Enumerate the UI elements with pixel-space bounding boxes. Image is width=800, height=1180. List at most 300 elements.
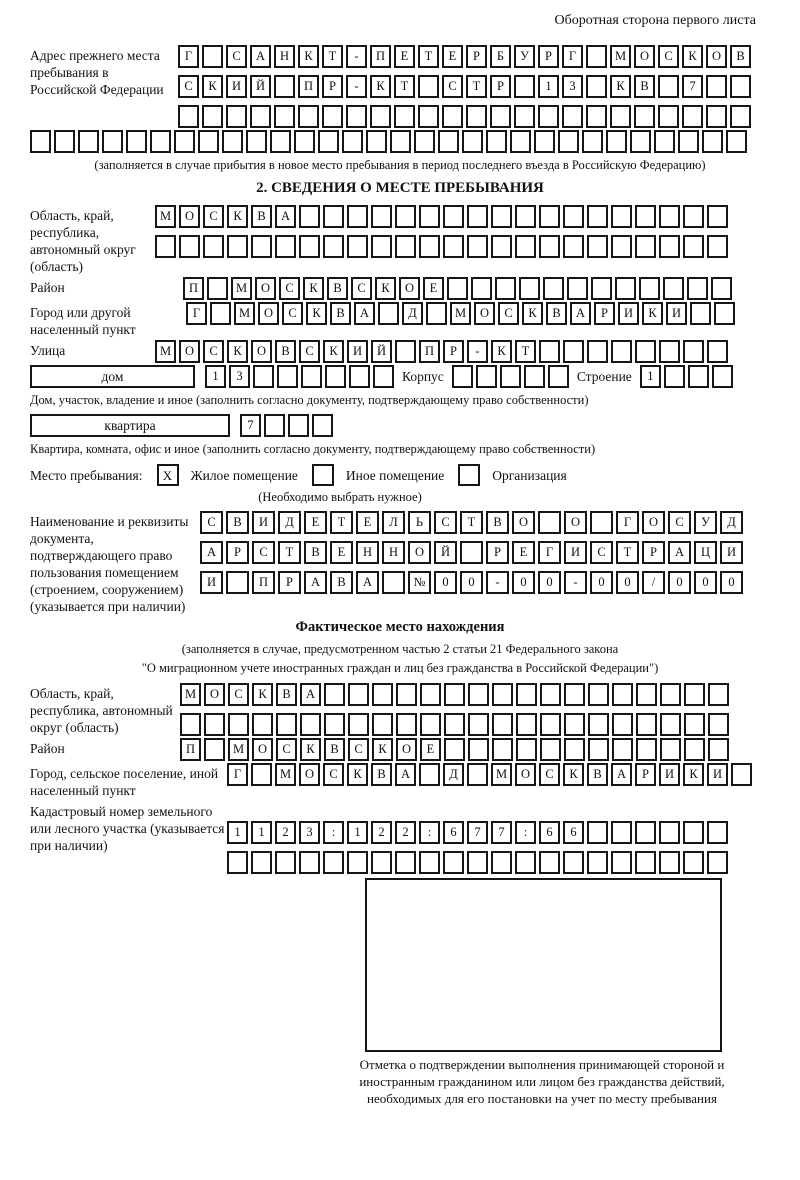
char-cell[interactable]: Д bbox=[278, 511, 301, 534]
char-cell[interactable] bbox=[467, 235, 488, 258]
char-cell[interactable] bbox=[395, 205, 416, 228]
char-cell[interactable] bbox=[323, 205, 344, 228]
char-cell[interactable] bbox=[299, 205, 320, 228]
char-cell[interactable]: К bbox=[522, 302, 543, 325]
char-cell[interactable] bbox=[468, 683, 489, 706]
char-cell[interactable] bbox=[443, 235, 464, 258]
char-cell[interactable] bbox=[54, 130, 75, 153]
char-cell[interactable]: 3 bbox=[562, 75, 583, 98]
char-cell[interactable] bbox=[636, 738, 657, 761]
char-cell[interactable]: И bbox=[659, 763, 680, 786]
char-cell[interactable] bbox=[539, 205, 560, 228]
char-cell[interactable]: - bbox=[564, 571, 587, 594]
char-cell[interactable]: С bbox=[668, 511, 691, 534]
char-cell[interactable]: Е bbox=[512, 541, 535, 564]
char-cell[interactable] bbox=[683, 205, 704, 228]
char-cell[interactable] bbox=[150, 130, 171, 153]
char-cell[interactable] bbox=[288, 414, 309, 437]
char-cell[interactable]: Т bbox=[394, 75, 415, 98]
char-cell[interactable] bbox=[690, 302, 711, 325]
char-cell[interactable]: Т bbox=[278, 541, 301, 564]
char-cell[interactable]: Е bbox=[394, 45, 415, 68]
char-cell[interactable] bbox=[660, 683, 681, 706]
char-cell[interactable] bbox=[252, 713, 273, 736]
char-cell[interactable]: К bbox=[323, 340, 344, 363]
char-cell[interactable]: Г bbox=[186, 302, 207, 325]
char-cell[interactable] bbox=[606, 130, 627, 153]
char-cell[interactable]: О bbox=[706, 45, 727, 68]
char-cell[interactable] bbox=[588, 683, 609, 706]
char-cell[interactable] bbox=[730, 105, 751, 128]
char-cell[interactable]: 0 bbox=[512, 571, 535, 594]
char-cell[interactable]: К bbox=[202, 75, 223, 98]
char-cell[interactable] bbox=[222, 130, 243, 153]
char-cell[interactable]: 1 bbox=[251, 821, 272, 844]
char-cell[interactable]: 6 bbox=[443, 821, 464, 844]
char-cell[interactable] bbox=[198, 130, 219, 153]
char-cell[interactable] bbox=[683, 235, 704, 258]
char-cell[interactable]: - bbox=[346, 45, 367, 68]
char-cell[interactable] bbox=[323, 235, 344, 258]
char-cell[interactable] bbox=[396, 683, 417, 706]
char-cell[interactable]: 0 bbox=[460, 571, 483, 594]
char-cell[interactable] bbox=[659, 340, 680, 363]
char-cell[interactable]: О bbox=[642, 511, 665, 534]
char-cell[interactable] bbox=[524, 365, 545, 388]
char-cell[interactable] bbox=[492, 683, 513, 706]
char-cell[interactable] bbox=[378, 302, 399, 325]
char-cell[interactable] bbox=[419, 235, 440, 258]
char-cell[interactable] bbox=[476, 365, 497, 388]
char-cell[interactable]: С bbox=[228, 683, 249, 706]
char-cell[interactable] bbox=[460, 541, 483, 564]
char-cell[interactable]: И bbox=[226, 75, 247, 98]
char-cell[interactable] bbox=[611, 205, 632, 228]
char-cell[interactable]: Й bbox=[250, 75, 271, 98]
char-cell[interactable] bbox=[515, 851, 536, 874]
char-cell[interactable]: С bbox=[279, 277, 300, 300]
char-cell[interactable] bbox=[370, 105, 391, 128]
char-cell[interactable]: В bbox=[634, 75, 655, 98]
char-cell[interactable]: С bbox=[252, 541, 275, 564]
char-cell[interactable]: Н bbox=[274, 45, 295, 68]
char-cell[interactable]: Р bbox=[226, 541, 249, 564]
char-cell[interactable] bbox=[372, 713, 393, 736]
char-cell[interactable] bbox=[658, 75, 679, 98]
char-cell[interactable]: О bbox=[474, 302, 495, 325]
char-cell[interactable]: К bbox=[683, 763, 704, 786]
char-cell[interactable] bbox=[612, 683, 633, 706]
char-cell[interactable] bbox=[325, 365, 346, 388]
char-cell[interactable]: 7 bbox=[240, 414, 261, 437]
char-cell[interactable]: Т bbox=[460, 511, 483, 534]
char-cell[interactable] bbox=[462, 130, 483, 153]
char-cell[interactable]: О bbox=[299, 763, 320, 786]
char-cell[interactable] bbox=[538, 511, 561, 534]
char-cell[interactable] bbox=[558, 130, 579, 153]
char-cell[interactable]: Г bbox=[562, 45, 583, 68]
char-cell[interactable]: С bbox=[498, 302, 519, 325]
char-cell[interactable] bbox=[611, 821, 632, 844]
char-cell[interactable] bbox=[539, 340, 560, 363]
char-cell[interactable]: М bbox=[234, 302, 255, 325]
char-cell[interactable]: 0 bbox=[694, 571, 717, 594]
char-cell[interactable]: П bbox=[370, 45, 391, 68]
char-cell[interactable] bbox=[253, 365, 274, 388]
char-cell[interactable] bbox=[491, 235, 512, 258]
char-cell[interactable] bbox=[382, 571, 405, 594]
char-cell[interactable] bbox=[414, 130, 435, 153]
char-cell[interactable]: К bbox=[298, 45, 319, 68]
char-cell[interactable]: В bbox=[251, 205, 272, 228]
char-cell[interactable] bbox=[495, 277, 516, 300]
char-cell[interactable] bbox=[730, 75, 751, 98]
char-cell[interactable] bbox=[539, 851, 560, 874]
char-cell[interactable]: С bbox=[658, 45, 679, 68]
char-cell[interactable] bbox=[659, 821, 680, 844]
char-cell[interactable] bbox=[442, 105, 463, 128]
char-cell[interactable] bbox=[510, 130, 531, 153]
char-cell[interactable]: Л bbox=[382, 511, 405, 534]
char-cell[interactable] bbox=[490, 105, 511, 128]
char-cell[interactable] bbox=[731, 763, 752, 786]
char-cell[interactable]: О bbox=[255, 277, 276, 300]
char-cell[interactable] bbox=[636, 683, 657, 706]
char-cell[interactable]: С bbox=[282, 302, 303, 325]
char-cell[interactable] bbox=[466, 105, 487, 128]
char-cell[interactable] bbox=[318, 130, 339, 153]
char-cell[interactable] bbox=[586, 75, 607, 98]
char-cell[interactable] bbox=[659, 851, 680, 874]
char-cell[interactable] bbox=[78, 130, 99, 153]
char-cell[interactable]: 2 bbox=[275, 821, 296, 844]
char-cell[interactable]: М bbox=[231, 277, 252, 300]
char-cell[interactable] bbox=[277, 365, 298, 388]
char-cell[interactable]: А bbox=[200, 541, 223, 564]
char-cell[interactable] bbox=[634, 105, 655, 128]
char-cell[interactable]: Т bbox=[466, 75, 487, 98]
char-cell[interactable] bbox=[707, 340, 728, 363]
char-cell[interactable]: К bbox=[347, 763, 368, 786]
char-cell[interactable]: В bbox=[275, 340, 296, 363]
char-cell[interactable]: 1 bbox=[640, 365, 661, 388]
char-cell[interactable] bbox=[639, 277, 660, 300]
char-cell[interactable]: В bbox=[304, 541, 327, 564]
char-cell[interactable] bbox=[683, 340, 704, 363]
char-cell[interactable]: 1 bbox=[538, 75, 559, 98]
char-cell[interactable] bbox=[587, 340, 608, 363]
char-cell[interactable]: Р bbox=[466, 45, 487, 68]
char-cell[interactable] bbox=[636, 713, 657, 736]
char-cell[interactable] bbox=[347, 851, 368, 874]
char-cell[interactable] bbox=[419, 763, 440, 786]
char-cell[interactable] bbox=[587, 821, 608, 844]
char-cell[interactable]: К bbox=[300, 738, 321, 761]
char-cell[interactable] bbox=[534, 130, 555, 153]
char-cell[interactable]: П bbox=[183, 277, 204, 300]
char-cell[interactable] bbox=[467, 205, 488, 228]
char-cell[interactable] bbox=[582, 130, 603, 153]
char-cell[interactable] bbox=[635, 205, 656, 228]
char-cell[interactable] bbox=[418, 105, 439, 128]
char-cell[interactable]: А bbox=[356, 571, 379, 594]
char-cell[interactable] bbox=[251, 851, 272, 874]
char-cell[interactable] bbox=[324, 713, 345, 736]
char-cell[interactable] bbox=[492, 738, 513, 761]
char-cell[interactable] bbox=[516, 738, 537, 761]
char-cell[interactable] bbox=[274, 105, 295, 128]
char-cell[interactable]: 7 bbox=[467, 821, 488, 844]
char-cell[interactable]: К bbox=[642, 302, 663, 325]
char-cell[interactable]: Й bbox=[434, 541, 457, 564]
char-cell[interactable] bbox=[347, 205, 368, 228]
char-cell[interactable] bbox=[179, 235, 200, 258]
char-cell[interactable] bbox=[588, 738, 609, 761]
char-cell[interactable]: И bbox=[720, 541, 743, 564]
char-cell[interactable]: 6 bbox=[563, 821, 584, 844]
char-cell[interactable] bbox=[210, 302, 231, 325]
char-cell[interactable] bbox=[563, 851, 584, 874]
char-cell[interactable]: Б bbox=[490, 45, 511, 68]
char-cell[interactable]: В bbox=[330, 571, 353, 594]
char-cell[interactable] bbox=[299, 851, 320, 874]
char-cell[interactable] bbox=[540, 713, 561, 736]
char-cell[interactable]: 0 bbox=[720, 571, 743, 594]
char-cell[interactable]: О bbox=[179, 340, 200, 363]
char-cell[interactable]: 7 bbox=[682, 75, 703, 98]
char-cell[interactable] bbox=[126, 130, 147, 153]
char-cell[interactable]: С bbox=[434, 511, 457, 534]
char-cell[interactable]: Г bbox=[227, 763, 248, 786]
char-cell[interactable]: О bbox=[634, 45, 655, 68]
char-cell[interactable]: Е bbox=[442, 45, 463, 68]
char-cell[interactable] bbox=[564, 683, 585, 706]
char-cell[interactable] bbox=[687, 277, 708, 300]
char-cell[interactable] bbox=[519, 277, 540, 300]
char-cell[interactable] bbox=[711, 277, 732, 300]
char-cell[interactable] bbox=[682, 105, 703, 128]
char-cell[interactable]: О bbox=[252, 738, 273, 761]
char-cell[interactable]: № bbox=[408, 571, 431, 594]
char-cell[interactable]: К bbox=[306, 302, 327, 325]
char-cell[interactable]: Г bbox=[538, 541, 561, 564]
char-cell[interactable] bbox=[471, 277, 492, 300]
char-cell[interactable]: К bbox=[227, 340, 248, 363]
char-cell[interactable]: М bbox=[155, 205, 176, 228]
char-cell[interactable] bbox=[562, 105, 583, 128]
char-cell[interactable] bbox=[426, 302, 447, 325]
char-cell[interactable] bbox=[587, 851, 608, 874]
char-cell[interactable] bbox=[178, 105, 199, 128]
char-cell[interactable]: А bbox=[300, 683, 321, 706]
char-cell[interactable]: К bbox=[610, 75, 631, 98]
char-cell[interactable]: : bbox=[419, 821, 440, 844]
char-cell[interactable] bbox=[684, 713, 705, 736]
char-cell[interactable]: К bbox=[303, 277, 324, 300]
char-cell[interactable] bbox=[540, 738, 561, 761]
char-cell[interactable]: 0 bbox=[616, 571, 639, 594]
char-cell[interactable] bbox=[444, 683, 465, 706]
char-cell[interactable]: 1 bbox=[205, 365, 226, 388]
char-cell[interactable]: 0 bbox=[590, 571, 613, 594]
char-cell[interactable]: И bbox=[564, 541, 587, 564]
char-cell[interactable] bbox=[251, 763, 272, 786]
char-cell[interactable]: О bbox=[564, 511, 587, 534]
char-cell[interactable]: К bbox=[491, 340, 512, 363]
char-cell[interactable] bbox=[276, 713, 297, 736]
char-cell[interactable]: / bbox=[642, 571, 665, 594]
char-cell[interactable] bbox=[708, 738, 729, 761]
char-cell[interactable]: В bbox=[546, 302, 567, 325]
char-cell[interactable] bbox=[540, 683, 561, 706]
char-cell[interactable]: О bbox=[396, 738, 417, 761]
char-cell[interactable] bbox=[708, 713, 729, 736]
char-cell[interactable] bbox=[444, 713, 465, 736]
char-cell[interactable] bbox=[371, 205, 392, 228]
char-cell[interactable] bbox=[486, 130, 507, 153]
char-cell[interactable] bbox=[564, 713, 585, 736]
char-cell[interactable]: А bbox=[250, 45, 271, 68]
char-cell[interactable] bbox=[226, 571, 249, 594]
char-cell[interactable] bbox=[349, 365, 370, 388]
char-cell[interactable]: С bbox=[203, 205, 224, 228]
char-cell[interactable] bbox=[444, 738, 465, 761]
char-cell[interactable] bbox=[300, 713, 321, 736]
char-cell[interactable] bbox=[394, 105, 415, 128]
char-cell[interactable]: В bbox=[226, 511, 249, 534]
char-cell[interactable]: 1 bbox=[347, 821, 368, 844]
char-cell[interactable] bbox=[395, 340, 416, 363]
char-cell[interactable] bbox=[322, 105, 343, 128]
char-cell[interactable] bbox=[227, 235, 248, 258]
char-cell[interactable] bbox=[443, 851, 464, 874]
char-cell[interactable]: С bbox=[323, 763, 344, 786]
checkbox-zhiloe[interactable]: X bbox=[157, 464, 179, 486]
char-cell[interactable]: М bbox=[180, 683, 201, 706]
char-cell[interactable] bbox=[264, 414, 285, 437]
char-cell[interactable]: У bbox=[514, 45, 535, 68]
char-cell[interactable]: К bbox=[370, 75, 391, 98]
char-cell[interactable] bbox=[702, 130, 723, 153]
char-cell[interactable]: В bbox=[486, 511, 509, 534]
char-cell[interactable]: В bbox=[730, 45, 751, 68]
char-cell[interactable] bbox=[420, 713, 441, 736]
char-cell[interactable]: Т bbox=[515, 340, 536, 363]
char-cell[interactable]: Д bbox=[443, 763, 464, 786]
char-cell[interactable] bbox=[688, 365, 709, 388]
char-cell[interactable] bbox=[635, 821, 656, 844]
char-cell[interactable] bbox=[371, 235, 392, 258]
char-cell[interactable] bbox=[299, 235, 320, 258]
char-cell[interactable]: Р bbox=[642, 541, 665, 564]
char-cell[interactable]: 1 bbox=[227, 821, 248, 844]
char-cell[interactable]: О bbox=[204, 683, 225, 706]
char-cell[interactable]: : bbox=[323, 821, 344, 844]
char-cell[interactable] bbox=[635, 340, 656, 363]
char-cell[interactable]: 7 bbox=[491, 821, 512, 844]
char-cell[interactable] bbox=[712, 365, 733, 388]
char-cell[interactable]: Р bbox=[594, 302, 615, 325]
char-cell[interactable] bbox=[708, 683, 729, 706]
char-cell[interactable]: О bbox=[512, 511, 535, 534]
char-cell[interactable]: О bbox=[179, 205, 200, 228]
char-cell[interactable]: М bbox=[275, 763, 296, 786]
char-cell[interactable]: О bbox=[399, 277, 420, 300]
char-cell[interactable]: 3 bbox=[229, 365, 250, 388]
char-cell[interactable]: Р bbox=[486, 541, 509, 564]
char-cell[interactable] bbox=[228, 713, 249, 736]
char-cell[interactable]: С bbox=[226, 45, 247, 68]
char-cell[interactable] bbox=[202, 105, 223, 128]
char-cell[interactable] bbox=[543, 277, 564, 300]
char-cell[interactable] bbox=[588, 713, 609, 736]
char-cell[interactable] bbox=[492, 713, 513, 736]
char-cell[interactable] bbox=[684, 738, 705, 761]
char-cell[interactable]: П bbox=[180, 738, 201, 761]
char-cell[interactable]: В bbox=[324, 738, 345, 761]
char-cell[interactable]: В bbox=[327, 277, 348, 300]
char-cell[interactable]: Р bbox=[635, 763, 656, 786]
char-cell[interactable]: Ц bbox=[694, 541, 717, 564]
char-cell[interactable] bbox=[419, 851, 440, 874]
char-cell[interactable] bbox=[630, 130, 651, 153]
char-cell[interactable]: 0 bbox=[538, 571, 561, 594]
char-cell[interactable]: С bbox=[590, 541, 613, 564]
char-cell[interactable]: С bbox=[348, 738, 369, 761]
char-cell[interactable] bbox=[514, 75, 535, 98]
char-cell[interactable]: А bbox=[354, 302, 375, 325]
char-cell[interactable]: Г bbox=[178, 45, 199, 68]
char-cell[interactable] bbox=[612, 713, 633, 736]
char-cell[interactable] bbox=[591, 277, 612, 300]
char-cell[interactable]: П bbox=[252, 571, 275, 594]
char-cell[interactable] bbox=[615, 277, 636, 300]
char-cell[interactable] bbox=[654, 130, 675, 153]
char-cell[interactable]: О bbox=[408, 541, 431, 564]
char-cell[interactable] bbox=[275, 235, 296, 258]
char-cell[interactable] bbox=[707, 851, 728, 874]
char-cell[interactable] bbox=[590, 511, 613, 534]
char-cell[interactable] bbox=[348, 713, 369, 736]
char-cell[interactable] bbox=[323, 851, 344, 874]
checkbox-inoe[interactable] bbox=[312, 464, 334, 486]
char-cell[interactable]: 0 bbox=[668, 571, 691, 594]
char-cell[interactable]: Е bbox=[420, 738, 441, 761]
char-cell[interactable]: П bbox=[419, 340, 440, 363]
char-cell[interactable]: С bbox=[200, 511, 223, 534]
char-cell[interactable]: О bbox=[258, 302, 279, 325]
char-cell[interactable] bbox=[366, 130, 387, 153]
char-cell[interactable]: К bbox=[375, 277, 396, 300]
char-cell[interactable]: Т bbox=[616, 541, 639, 564]
char-cell[interactable] bbox=[663, 277, 684, 300]
char-cell[interactable] bbox=[611, 340, 632, 363]
char-cell[interactable]: Е bbox=[330, 541, 353, 564]
char-cell[interactable]: Р bbox=[538, 45, 559, 68]
char-cell[interactable] bbox=[563, 235, 584, 258]
char-cell[interactable]: О bbox=[515, 763, 536, 786]
char-cell[interactable] bbox=[155, 235, 176, 258]
char-cell[interactable] bbox=[515, 235, 536, 258]
char-cell[interactable] bbox=[371, 851, 392, 874]
char-cell[interactable]: М bbox=[450, 302, 471, 325]
char-cell[interactable] bbox=[246, 130, 267, 153]
char-cell[interactable] bbox=[491, 851, 512, 874]
char-cell[interactable] bbox=[586, 45, 607, 68]
char-cell[interactable] bbox=[102, 130, 123, 153]
char-cell[interactable] bbox=[491, 205, 512, 228]
char-cell[interactable]: К bbox=[252, 683, 273, 706]
